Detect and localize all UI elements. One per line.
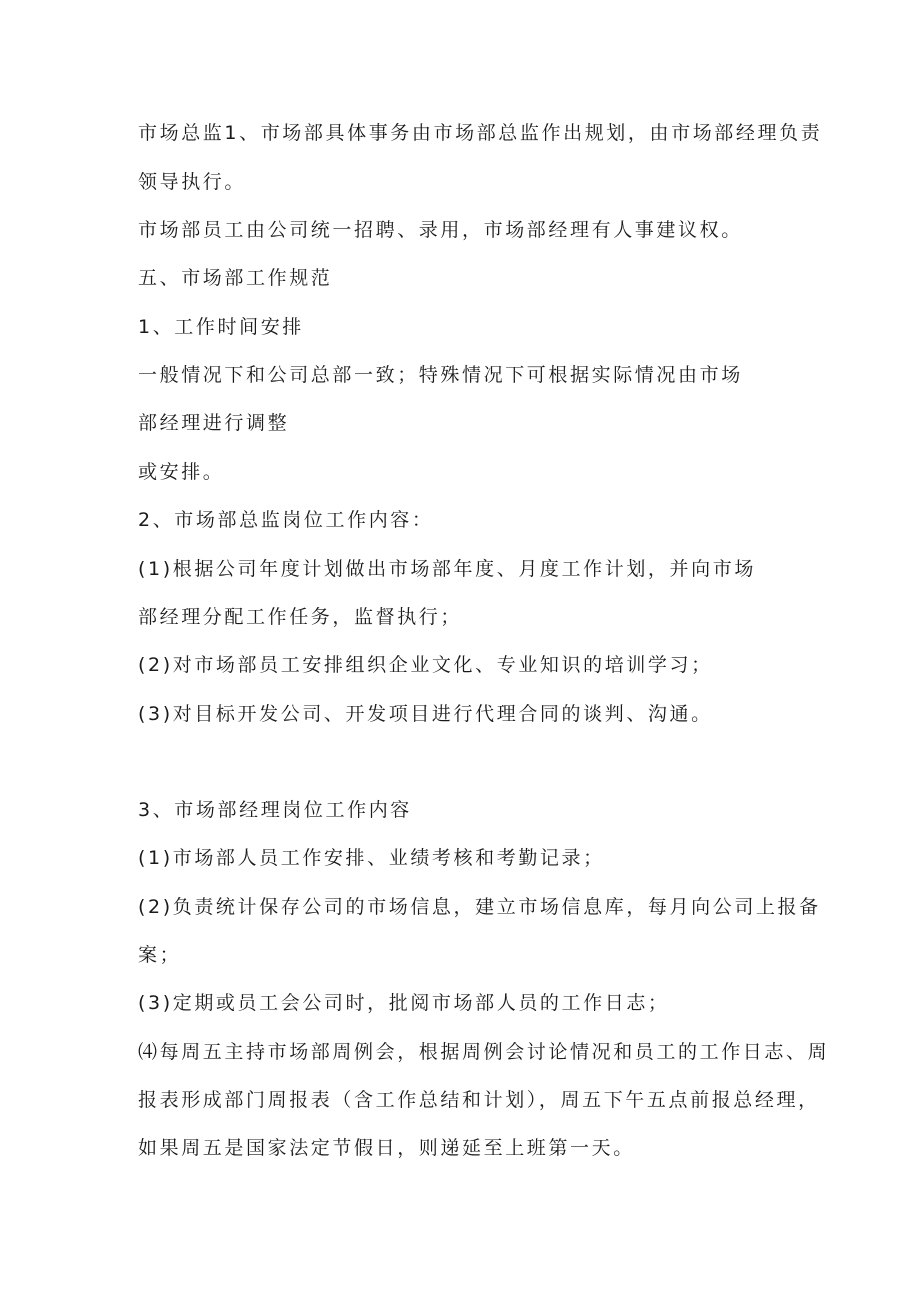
- list-item: (3)定期或员工会公司时，批阅市场部人员的工作日志；: [138, 992, 670, 1014]
- subsection-heading: 3、市场部经理岗位工作内容: [138, 799, 412, 821]
- list-item: (2)负责统计保存公司的市场信息，建立市场信息库，每月向公司上报备: [138, 896, 821, 918]
- subsection-heading: 1、工作时间安排: [138, 316, 304, 338]
- section-heading: 五、市场部工作规范: [138, 267, 333, 289]
- text-line: 一般情况下和公司总部一致；特殊情况下可根据实际情况由市场: [138, 364, 743, 386]
- list-item: (1)根据公司年度计划做出市场部年度、月度工作计划，并向市场: [138, 558, 756, 580]
- text-line: 领导执行。: [138, 171, 247, 193]
- text-line: 如果周五是国家法定节假日，则递延至上班第一天。: [138, 1137, 635, 1159]
- text-line: 市场总监1、市场部具体事务由市场部总监作出规划，由市场部经理负责: [138, 122, 823, 144]
- subsection-heading: 2、市场部总监岗位工作内容：: [138, 509, 434, 531]
- text-line: 案；: [138, 944, 182, 966]
- text-line: 部经理分配工作任务，监督执行；: [138, 606, 463, 628]
- list-item: (3)对目标开发公司、开发项目进行代理合同的谈判、沟通。: [138, 703, 713, 725]
- text-line: 或安排。: [138, 461, 225, 483]
- text-line: 报表形成部门周报表（含工作总结和计划），周五下午五点前报总经理，: [138, 1089, 820, 1111]
- list-item: (2)对市场部员工安排组织企业文化、专业知识的培训学习；: [138, 654, 713, 676]
- text-line: 市场部员工由公司统一招聘、录用，市场部经理有人事建议权。: [138, 219, 743, 241]
- list-item: (1)市场部人员工作安排、业绩考核和考勤记录；: [138, 847, 605, 869]
- text-line: 部经理进行调整: [138, 412, 290, 434]
- list-item: ⑷每周五主持市场部周例会，根据周例会讨论情况和员工的工作日志、周: [138, 1041, 830, 1063]
